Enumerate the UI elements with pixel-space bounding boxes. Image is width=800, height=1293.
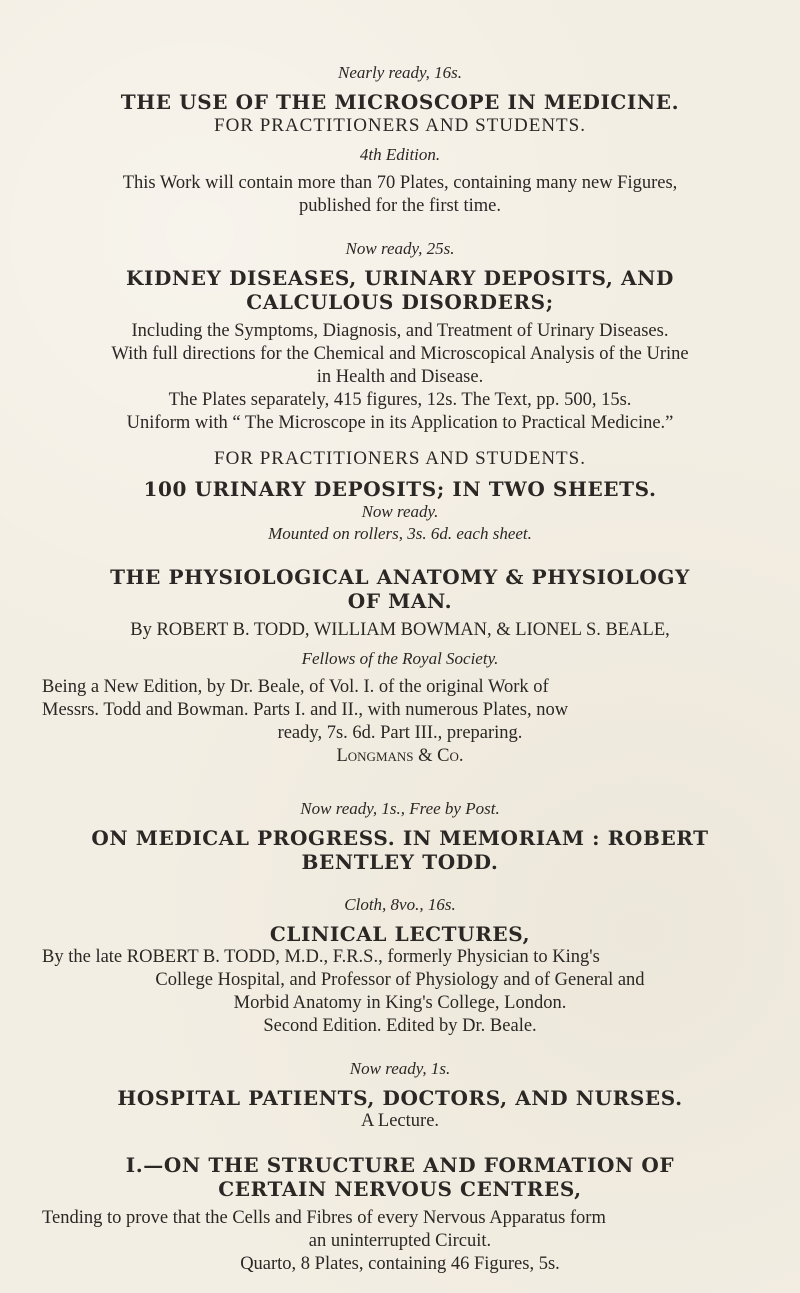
progress-title-line-1: ON MEDICAL PROGRESS. IN MEMORIAM : ROBERT: [91, 826, 709, 850]
urinary-deposits-title: 100 URINARY DEPOSITS; IN TWO SHEETS.: [143, 477, 657, 501]
lectures-description-line-3: Morbid Anatomy in King's College, London.: [233, 993, 567, 1013]
progress-status: Now ready, 1s., Free by Post.: [300, 799, 500, 818]
kidney-title-line-1: KIDNEY DISEASES, URINARY DEPOSITS, AND: [126, 266, 674, 290]
microscope-status: Nearly ready, 16s.: [337, 63, 463, 82]
microscope-title: THE USE OF THE MICROSCOPE IN MEDICINE.: [120, 90, 680, 114]
nervous-title-line-1: I.—ON THE STRUCTURE AND FORMATION OF: [125, 1153, 675, 1177]
nervous-description-line-2: an uninterrupted Circuit.: [308, 1231, 492, 1251]
practitioners-line: FOR PRACTITIONERS AND STUDENTS.: [214, 448, 586, 469]
microscope-edition: 4th Edition.: [359, 145, 441, 164]
physiology-description-line-2: Messrs. Todd and Bowman. Parts I. and II., with numerous Plates, now: [42, 700, 569, 720]
physiology-title-line-1: THE PHYSIOLOGICAL ANATOMY & PHYSIOLOGY: [110, 565, 690, 589]
progress-title-line-2: BENTLEY TODD.: [301, 850, 499, 874]
physiology-description-line-1: Being a New Edition, by Dr. Beale, of Vol. I. of the original Work of: [42, 677, 549, 697]
hospital-subtitle: A Lecture.: [360, 1111, 440, 1131]
urinary-status: Now ready.: [361, 502, 439, 521]
kidney-description-line-1: Including the Symptoms, Diagnosis, and Treatment of Urinary Diseases.: [131, 321, 669, 341]
physiology-publisher: Longmans & Co.: [336, 746, 464, 766]
nervous-price: Quarto, 8 Plates, containing 46 Figures, 5s.: [240, 1254, 560, 1274]
kidney-description-line-3: in Health and Disease.: [316, 367, 484, 387]
hospital-status: Now ready, 1s.: [349, 1059, 451, 1078]
physiology-description-line-3: ready, 7s. 6d. Part III., preparing.: [277, 723, 523, 743]
microscope-description-line-2: published for the first time.: [299, 196, 501, 216]
lectures-format: Cloth, 8vo., 16s.: [344, 895, 456, 914]
lectures-description-line-1: By the late ROBERT B. TODD, M.D., F.R.S., formerly Physician to King's: [42, 947, 600, 967]
hospital-title: HOSPITAL PATIENTS, DOCTORS, AND NURSES.: [117, 1086, 683, 1110]
microscope-description-line-1: This Work will contain more than 70 Plates, containing many new Figures,: [122, 173, 678, 193]
kidney-status: Now ready, 25s.: [345, 239, 455, 258]
kidney-uniform-line: Uniform with “ The Microscope in its Application to Practical Medicine.”: [126, 413, 674, 433]
kidney-description-line-2: With full directions for the Chemical and Microscopical Analysis of the Urine: [111, 344, 689, 364]
urinary-mount-line: Mounted on rollers, 3s. 6d. each sheet.: [268, 524, 532, 543]
nervous-title-line-2: CERTAIN NERVOUS CENTRES,: [218, 1177, 582, 1201]
nervous-description-line-1: Tending to prove that the Cells and Fibres of every Nervous Apparatus form: [42, 1208, 606, 1228]
lectures-edition: Second Edition. Edited by Dr. Beale.: [263, 1016, 537, 1036]
kidney-plates-line: The Plates separately, 415 figures, 12s. The Text, pp. 500, 15s.: [168, 390, 632, 410]
microscope-subtitle: FOR PRACTITIONERS AND STUDENTS.: [214, 115, 586, 136]
lectures-title: CLINICAL LECTURES,: [269, 922, 531, 946]
physiology-fellows: Fellows of the Royal Society.: [301, 649, 499, 668]
physiology-title-line-2: OF MAN.: [347, 589, 453, 613]
kidney-title-line-2: CALCULOUS DISORDERS;: [246, 290, 554, 314]
lectures-description-line-2: College Hospital, and Professor of Physiology and of General and: [155, 970, 645, 990]
physiology-authors: By ROBERT B. TODD, WILLIAM BOWMAN, & LIONEL S. BEALE,: [130, 620, 670, 640]
